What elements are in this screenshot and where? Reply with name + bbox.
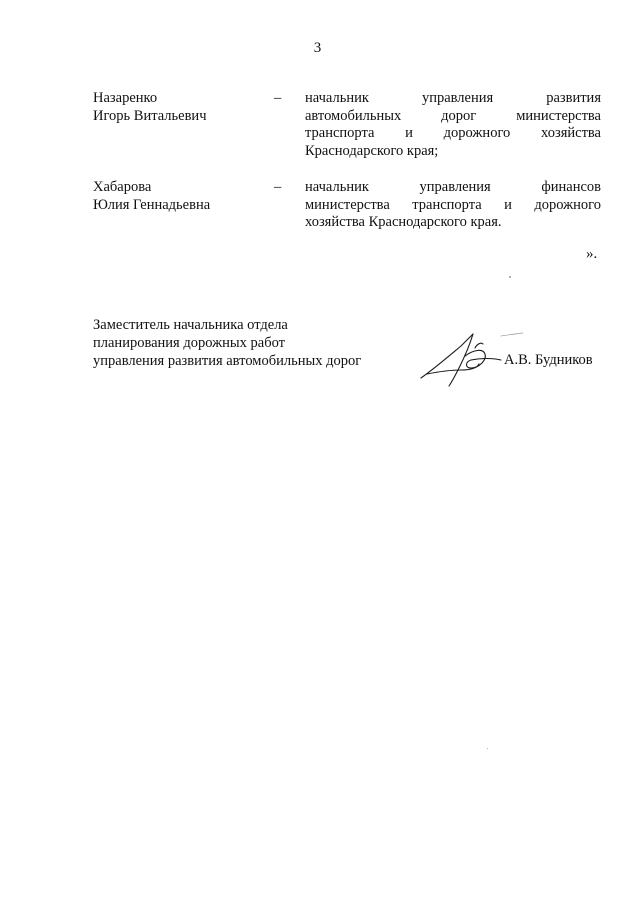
scan-speck — [509, 276, 511, 278]
member-role-line: Краснодарского края; — [305, 142, 439, 159]
signer-title-line: планирования дорожных работ — [93, 335, 285, 351]
closing-quote: ». — [586, 246, 598, 262]
member-role-line: начальник управления финансов — [305, 179, 601, 195]
signer-title-line: управления развития автомобильных дорог — [93, 353, 362, 369]
member-dash: – — [274, 179, 282, 195]
member-role-line: начальник управления развития — [305, 90, 601, 106]
member-role-line: хозяйства Краснодарского края. — [305, 214, 502, 230]
member-role — [305, 90, 601, 160]
signer-name: А.В. Будников — [504, 352, 593, 368]
member-surname: Хабарова — [93, 179, 152, 195]
signer-title-line: Заместитель начальника отдела — [93, 317, 288, 333]
member-name — [93, 179, 273, 214]
member-given-names: Игорь Витальевич — [93, 107, 207, 124]
member-role-line: министерства транспорта и дорожного — [305, 196, 601, 213]
scan-speck — [487, 748, 488, 749]
member-role-line: автомобильных дорог министерства — [305, 107, 601, 124]
signer-title — [93, 316, 393, 370]
member-surname: Назаренко — [93, 90, 158, 106]
member-name — [93, 90, 273, 125]
member-given-names: Юлия Геннадьевна — [93, 196, 211, 213]
member-role — [305, 179, 601, 232]
page-number: 3 — [313, 40, 322, 56]
member-dash: – — [274, 90, 282, 106]
member-role-line: транспорта и дорожного хозяйства — [305, 125, 601, 141]
